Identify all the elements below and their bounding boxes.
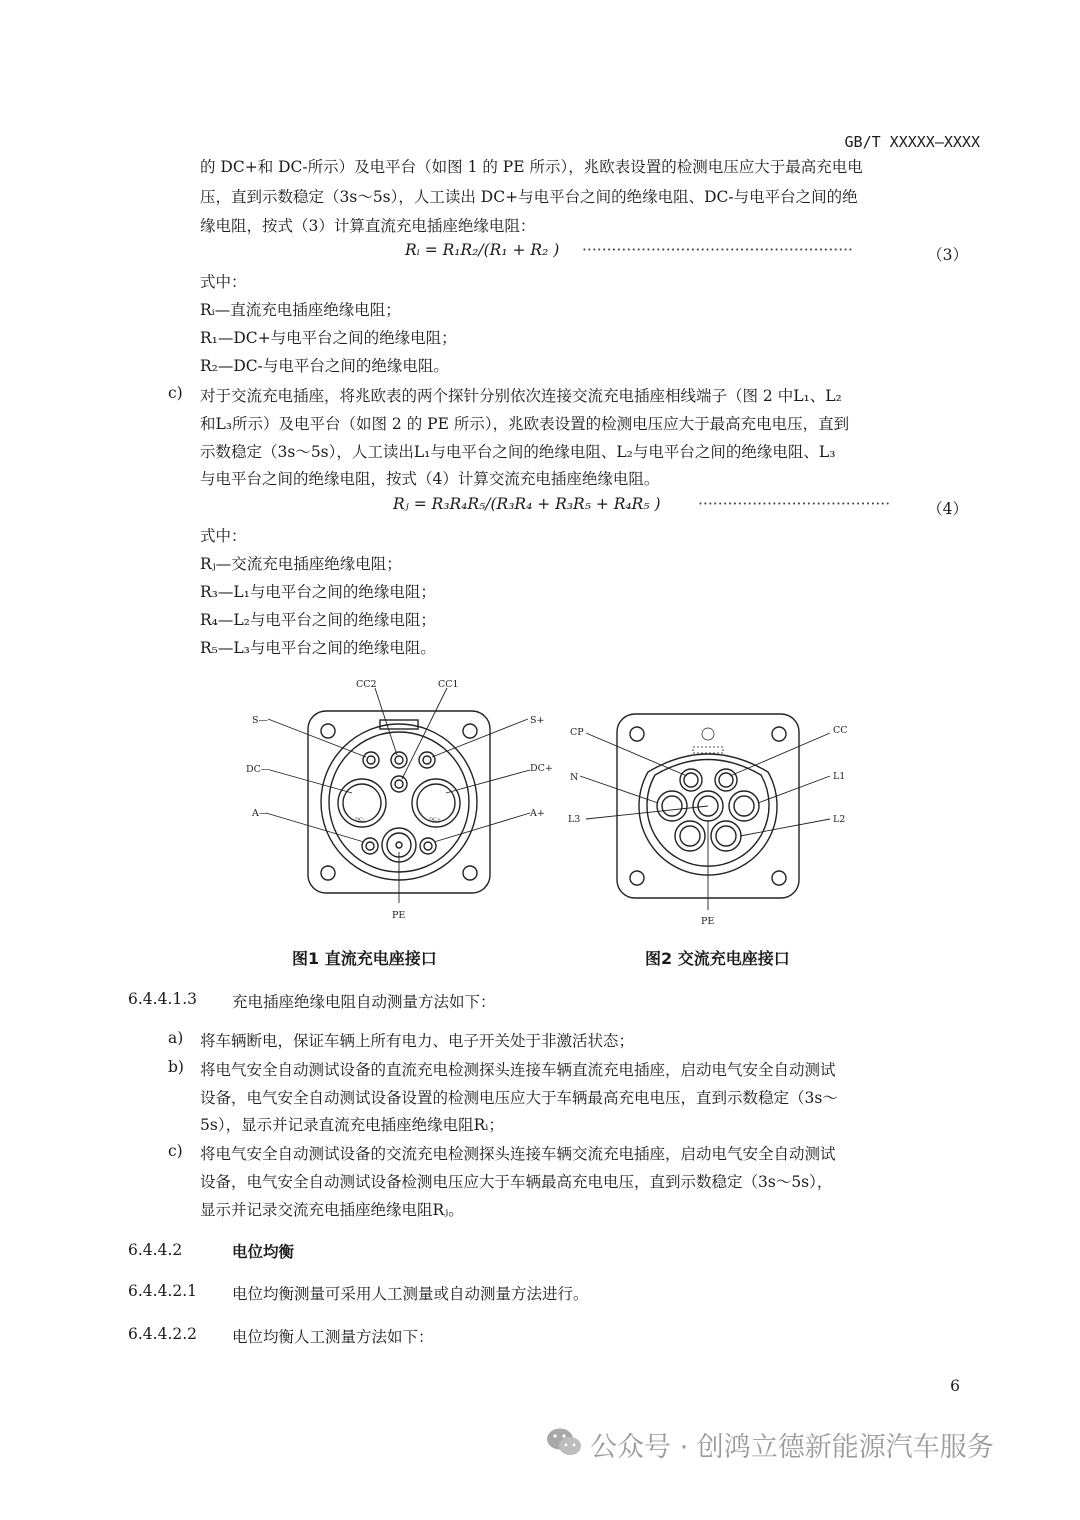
label-l2: L2 <box>833 814 846 825</box>
label-cc1: CC1 <box>438 679 459 690</box>
list-marker: c) <box>168 384 183 402</box>
where-item: R₄—L₂与电平台之间的绝缘电阻； <box>200 611 436 629</box>
list-marker: a) <box>168 1029 184 1047</box>
section-text: 电位均衡人工测量方法如下： <box>232 1328 434 1346</box>
para-line: 设备，电气安全自动测试设备设置的检测电压应大于车辆最高充电电压，直到示数稳定（3s～ <box>200 1089 838 1107</box>
label-cp: CP <box>570 727 584 738</box>
where-label: 式中： <box>200 527 247 545</box>
para-line: 将车辆断电，保证车辆上所有电力、电子开关处于非激活状态； <box>200 1032 635 1050</box>
para-line: 显示并记录交流充电插座绝缘电阻Rⱼ。 <box>200 1201 464 1219</box>
formula-4: Rⱼ = R₃R₄R₅/(R₃R₄ + R₃R₅ + R₄R₅ ) <box>393 495 661 513</box>
formula-4-leader: ······································· <box>698 495 891 513</box>
para-line: 设备，电气安全自动测试设备检测电压应大于车辆最高充电电压，直到示数稳定（3s～5s）， <box>200 1173 833 1191</box>
watermark: 公众号 · 创鸿立德新能源汽车服务 <box>590 1432 994 1463</box>
label-a-plus: A+ <box>530 808 545 819</box>
section-number: 6.4.4.2 <box>128 1241 183 1259</box>
pin-label-dc-plus: DC+ <box>429 817 442 823</box>
where-item: Rⱼ—交流充电插座绝缘电阻； <box>200 555 402 573</box>
section-number: 6.4.4.2.2 <box>128 1325 198 1343</box>
para-line: 对于交流充电插座，将兆欧表的两个探针分别依次连接交流充电插座相线端子（图 2 中L₁、L₂ <box>200 387 842 405</box>
figure-2-caption: 图2 交流充电座接口 <box>645 949 790 968</box>
para-line: 缘电阻，按式（3）计算直流充电插座绝缘电阻： <box>200 217 536 235</box>
where-item: R₅—L₃与电平台之间的绝缘电阻。 <box>200 639 436 657</box>
label-a-minus: A— <box>252 808 269 819</box>
list-marker: b) <box>168 1058 184 1076</box>
section-number: 6.4.4.1.3 <box>128 990 198 1008</box>
para-line: 示数稳定（3s～5s），人工读出L₁与电平台之间的绝缘电阻、L₂与电平台之间的绝缘电阻、L₃ <box>200 443 836 461</box>
where-item: Rᵢ—直流充电插座绝缘电阻； <box>200 301 401 319</box>
equation-number-4: （4） <box>927 500 968 518</box>
para-line: 的 DC+和 DC-所示）及电平台（如图 1 的 PE 所示），兆欧表设置的检测电压应大于最高充电电 <box>200 158 863 176</box>
figure-1-caption: 图1 直流充电座接口 <box>292 949 437 968</box>
label-cc2: CC2 <box>356 679 377 690</box>
section-number: 6.4.4.2.1 <box>128 1282 198 1300</box>
section-title: 充电插座绝缘电阻自动测量方法如下： <box>232 993 496 1011</box>
figure-dc-inlet <box>240 675 570 930</box>
para-line: 5s），显示并记录直流充电插座绝缘电阻Rᵢ； <box>200 1116 504 1134</box>
section-heading: 电位均衡 <box>232 1243 295 1261</box>
para-line: 压，直到示数稳定（3s～5s），人工读出 DC+与电平台之间的绝缘电阻、DC-与电平台之间的绝 <box>200 188 858 206</box>
where-item: R₁—DC+与电平台之间的绝缘电阻； <box>200 329 457 347</box>
label-cc: CC <box>833 725 848 736</box>
where-label: 式中： <box>200 273 247 291</box>
equation-number-3: （3） <box>927 246 968 264</box>
formula-3: Rᵢ = R₁R₂/(R₁ + R₂ ) <box>405 241 560 259</box>
label-s-plus: S+ <box>530 715 545 726</box>
label-pe: PE <box>701 916 715 927</box>
label-l1: L1 <box>833 771 846 782</box>
label-l3: L3 <box>568 814 581 825</box>
para-line: 和L₃所示）及电平台（如图 2 的 PE 所示），兆欧表设置的检测电压应大于最高充电电压，直到 <box>200 415 850 433</box>
figure-ac-inlet <box>560 700 870 932</box>
section-text: 电位均衡测量可采用人工测量或自动测量方法进行。 <box>232 1285 589 1303</box>
where-item: R₃—L₁与电平台之间的绝缘电阻； <box>200 583 436 601</box>
page-number: 6 <box>950 1377 960 1395</box>
label-n: N <box>570 772 579 783</box>
para-line: 与电平台之间的绝缘电阻，按式（4）计算交流充电插座绝缘电阻。 <box>200 470 660 488</box>
doc-number: GB/T XXXXX—XXXX <box>844 133 980 151</box>
list-marker: c) <box>168 1142 183 1160</box>
para-line: 将电气安全自动测试设备的直流充电检测探头连接车辆直流充电插座，启动电气安全自动测试 <box>200 1061 836 1079</box>
label-dc-plus: DC+ <box>530 763 553 774</box>
where-item: R₂—DC-与电平台之间的绝缘电阻。 <box>200 357 449 375</box>
formula-3-leader: ······················································· <box>582 241 853 259</box>
label-dc-minus: DC— <box>246 764 271 775</box>
label-pe: PE <box>392 910 406 921</box>
pin-label-dc-minus: DC- <box>355 817 365 823</box>
para-line: 将电气安全自动测试设备的交流充电检测探头连接车辆交流充电插座，启动电气安全自动测试 <box>200 1145 836 1163</box>
wechat-icon <box>545 1426 583 1458</box>
label-s-minus: S— <box>252 715 269 726</box>
